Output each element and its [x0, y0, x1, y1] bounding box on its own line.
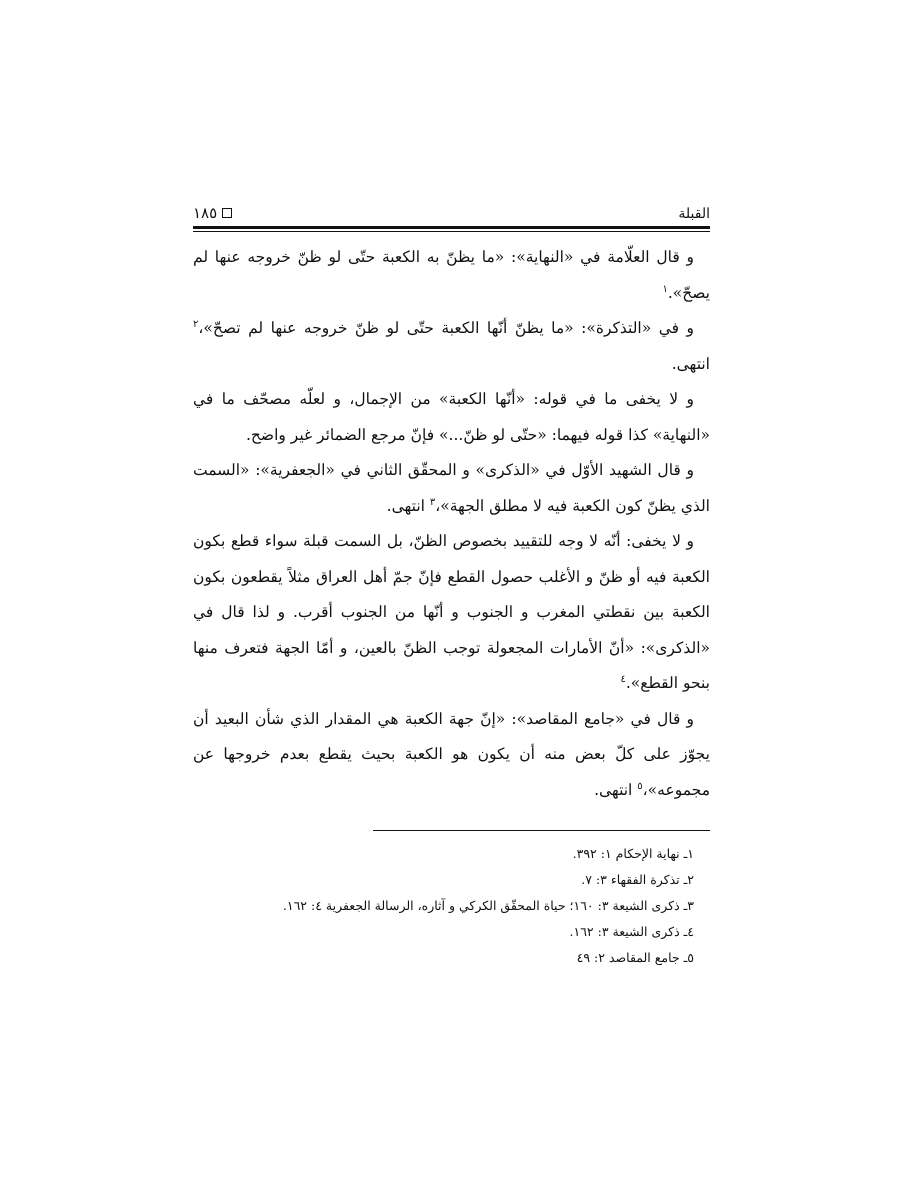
- page-number: ١٨٥: [193, 204, 218, 222]
- document-page: [193, 196, 710, 971]
- running-title: القبلة: [678, 206, 710, 222]
- footnote-marker: ٣: [429, 496, 436, 508]
- square-bullet-icon: [222, 208, 232, 218]
- footnote: ١ـ نهاية الإحكام ١: ٣٩٢.: [572, 846, 694, 861]
- header-rule-thick: [193, 226, 710, 229]
- footnote-separator: [373, 830, 710, 831]
- footnote: ٥ـ جامع المقاصد ٢: ٤٩: [576, 950, 694, 965]
- footnote-marker: ٤: [620, 673, 626, 685]
- body-text: [193, 240, 710, 808]
- paragraph: و قال العلّامة في «النهاية»: «ما يظنّ به الكعبة حتّى لو ظنّ خروجه عنها لم يصحّ».$^١$: [193, 248, 710, 302]
- paragraph: و لا يخفى ما في قوله: «أنّها الكعبة» من الإجمال، و لعلّه مصحّف ما في «النهاية» كذا قوله فيهما: «حتّى لو ظنّ...» فإنّ مرجع الضمائر غير واضح.: [193, 390, 710, 444]
- paragraph: و قال الشهيد الأوّل في «الذكرى» و المحقّق الثاني في «الجعفرية»: «السمت الذي يظنّ كون الكعبة فيه لا مطلق الجهة»،$^٣$ انتهى.: [193, 461, 710, 515]
- footnotes: [193, 841, 710, 971]
- paragraph: و لا يخفى: أنّه لا وجه للتقييد بخصوص الظنّ، بل السمت قبلة سواء قطع بكون الكعبة فيه أو ظنّ و الأغلب حصول القطع فإنّ جمّ أهل العراق مثلاً يقطعون بكون الكعبة بين نقطتي المغرب و الجنوب و أنّها من الجنوب أقرب. و لذا قال في «الذكرى»: «أنّ الأمارات المجعولة توجب الظنّ بالعين، و أمّا الجهة فتعرف منها بنحو القطع».$^٤$: [193, 532, 710, 692]
- footnote-marker: ٢: [193, 318, 199, 330]
- paragraph: و قال في «جامع المقاصد»: «إنّ جهة الكعبة هي المقدار الذي شأن البعيد أن يجوّز على كلّ بعض منه أن يكون هو الكعبة بحيث يقطع بعدم خروجها عن مجموعه»،$^٥$ انتهى.: [193, 709, 710, 799]
- page-number-block: [193, 204, 232, 222]
- footnote-marker: ١: [662, 283, 668, 295]
- paragraph: و في «التذكرة»: «ما يظنّ أنّها الكعبة حتّى لو ظنّ خروجه عنها لم تصحّ»،$^٢$ انتهى.: [193, 318, 710, 373]
- page-header: [193, 196, 710, 222]
- footnote: ٢ـ تذكرة الفقهاء ٣: ٧.: [581, 872, 694, 887]
- footnote: ٣ـ ذكرى الشيعة ٣: ١٦٠؛ حياة المحقّق الكركي و آثاره، الرسالة الجعفرية ٤: ١٦٢.: [282, 898, 694, 913]
- footnote: ٤ـ ذكرى الشيعة ٣: ١٦٢.: [569, 924, 694, 939]
- header-rule-thin: [193, 231, 710, 232]
- footnote-marker: ٥: [637, 780, 643, 792]
